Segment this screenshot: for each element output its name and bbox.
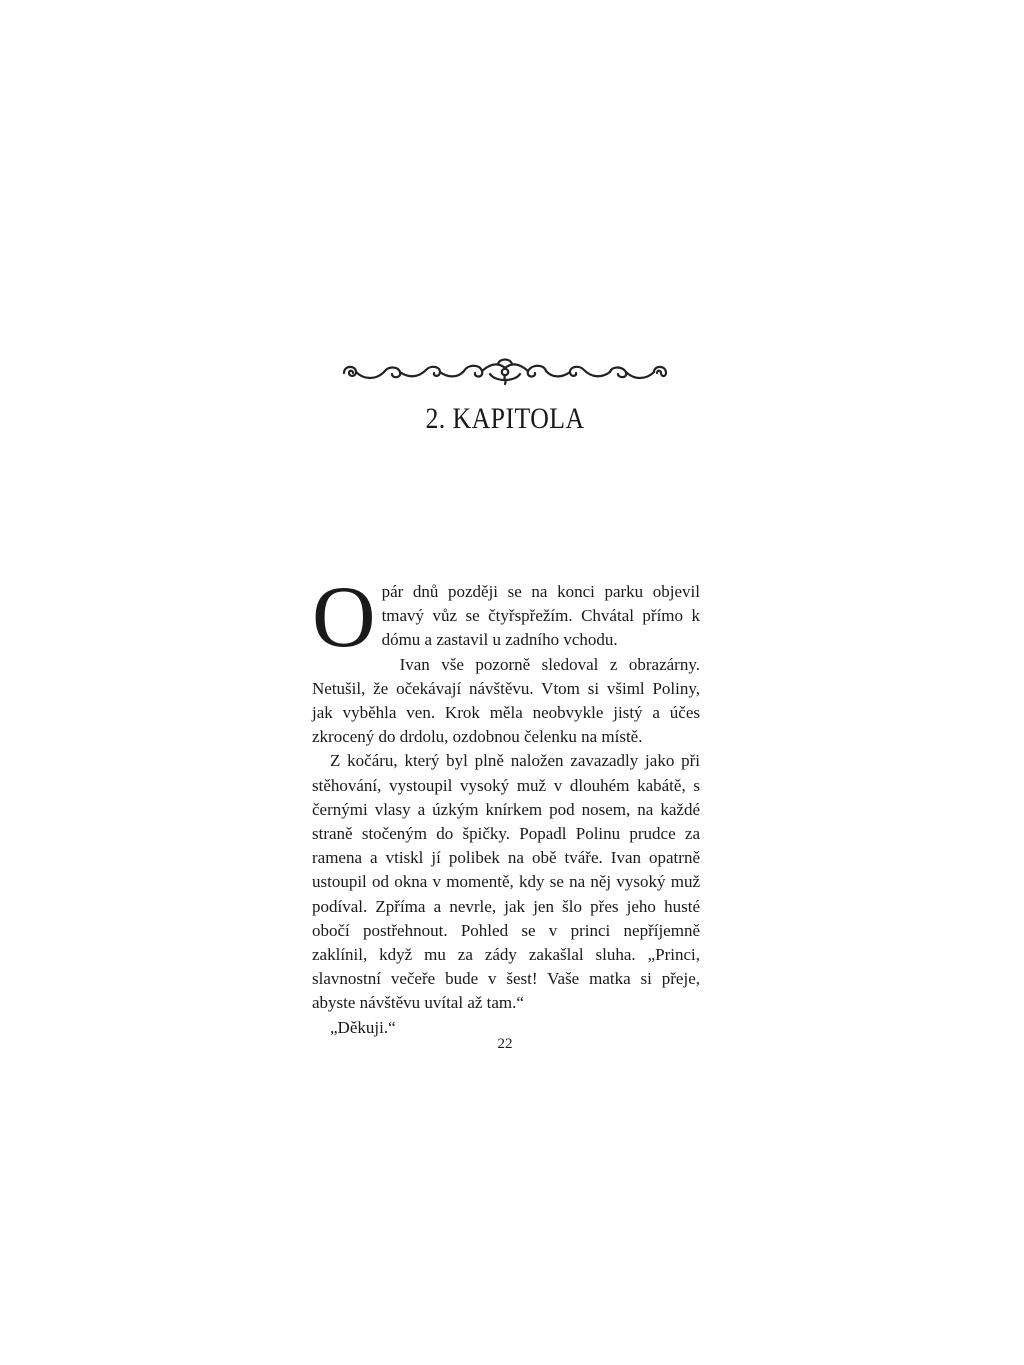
chapter-title: 2. KAPITOLA [425, 402, 585, 435]
page-number: 22 [497, 1036, 513, 1052]
opening-paragraph [312, 528, 700, 666]
opening-paragraph-text: pár dnů později se na konci parku objevil tmavý vůz se čtyřspřežím. Chvátal přímo k dómu a zastavil u zadního vchodu. [381, 582, 700, 650]
flourish-divider-icon [340, 356, 670, 386]
paragraph: Ivan vše pozorně sledoval z obrazárny. Netušil, že očekávají návštěvu. Vtom si všiml Poliny, jak vyběhla ven. Krok měla neobvykle jistý a účes zkrocený do drdolu, ozdobnou čelenku na místě. [312, 654, 700, 747]
paragraph: Z kočáru, který byl plně naložen zavazadly jako při stěhování, vystoupil vysoký muž v dlouhém kabátě, s černými vlasy a úzkým knírkem pod nosem, na každé straně stočeným do špičky. Popadl Polinu prudce za ramena a vtiskl jí polibek na obě tváře. Ivan opatrně ustoupil od okna v momentě, kdy se na něj vysoký muž podíval. Zpříma a nevrle, jak jen šlo přes jeho husté obočí postřehnout. Pohled se v princi nepříjemně zaklínil, když mu za zády zakašlal sluha. „Princi, slavnostní večeře bude v šest! Vaše matka si přeje, abyste návštěvu uvítal až tam.“ [312, 751, 700, 1013]
drop-cap: O [312, 569, 376, 666]
chapter-body [312, 528, 700, 1040]
paragraph: „Děkuji.“ [330, 1017, 396, 1037]
